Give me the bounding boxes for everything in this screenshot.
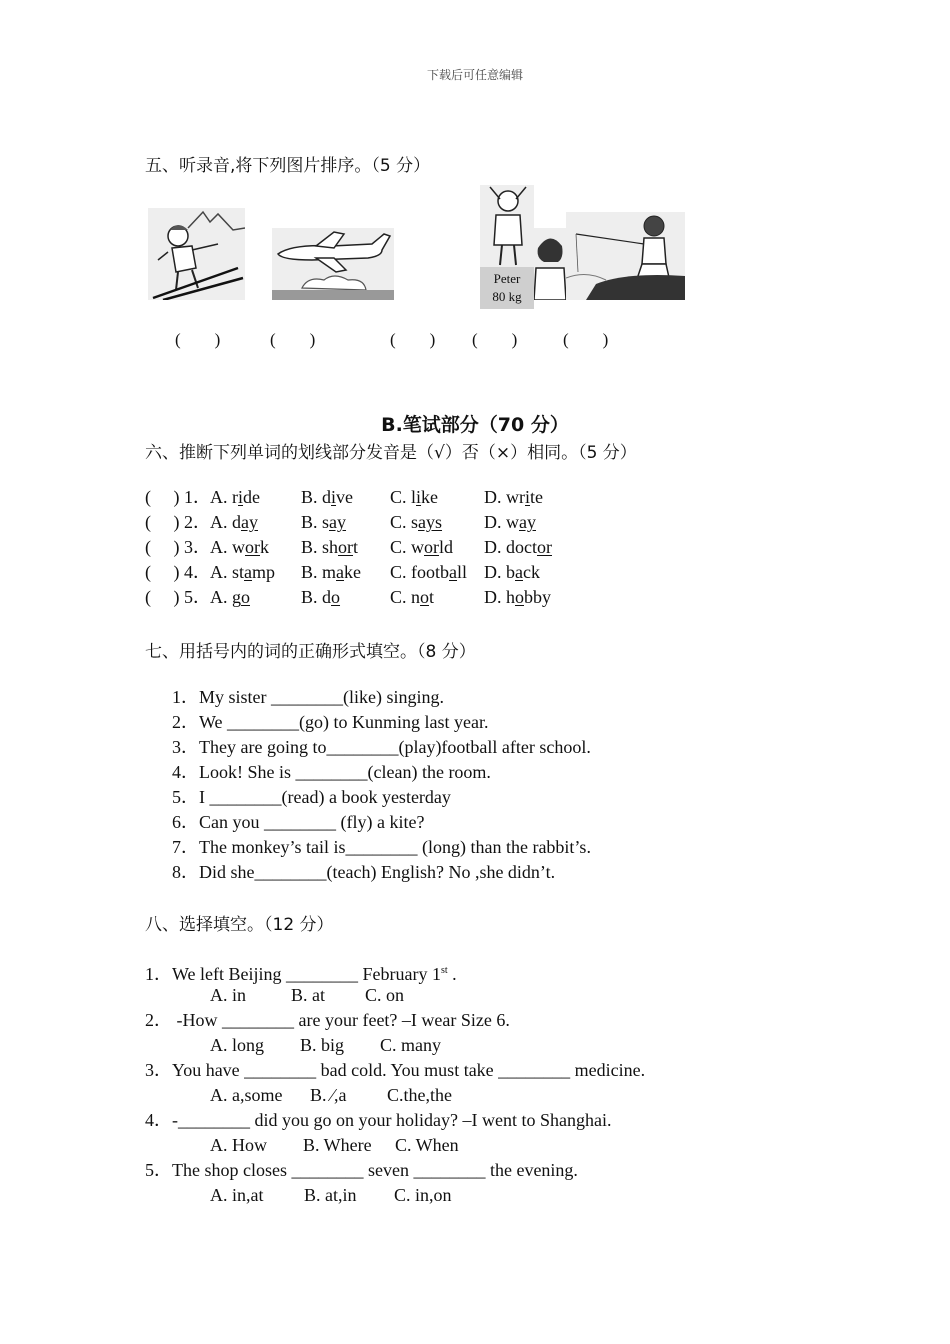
word-part: D. doct (484, 537, 537, 557)
q1-text: 1．We left Beijing ________ February 1 (145, 964, 441, 984)
row-prefix[interactable]: ( ) 3． (145, 537, 211, 557)
fill-in-item: 2．We ________(go) to Kunming last year. (172, 712, 489, 732)
word-part: B. d (301, 487, 332, 507)
q1-end: . (447, 964, 457, 984)
answer-paren-1[interactable]: ( ) (175, 330, 221, 349)
row-prefix[interactable]: ( ) 2． (145, 512, 211, 532)
word-part: A. g (210, 587, 241, 607)
underlined-letters: or (537, 537, 552, 557)
word-part: C. footb (390, 562, 450, 582)
word-part: A. w (210, 537, 245, 557)
section5-title: 五、听录音,将下列图片排序。（5 分） (145, 156, 431, 176)
word-option (390, 485, 438, 510)
word-part: C. n (390, 587, 421, 607)
word-part: k (260, 537, 269, 557)
underlined-letters: a (515, 562, 523, 582)
underlined-letters: ay (519, 512, 536, 532)
option[interactable]: C.the,the (387, 1085, 452, 1105)
option[interactable]: B. big (300, 1035, 345, 1055)
underlined-letters: o (241, 587, 250, 607)
option[interactable]: B. at (291, 985, 325, 1005)
airplane-picture (272, 228, 394, 300)
option[interactable]: A. How (210, 1135, 267, 1155)
option[interactable]: A. in,at (210, 1185, 264, 1205)
peter-picture (480, 185, 534, 309)
underlined-letters: a (336, 562, 345, 582)
word-part: ck (523, 562, 540, 582)
fill-in-item: 8．Did she________(teach) English? No ,she didn’t. (172, 862, 556, 882)
underlined-letters: i (525, 487, 531, 507)
word-part: B. sh (301, 537, 339, 557)
word-option (390, 560, 467, 585)
word-option (484, 510, 536, 535)
option[interactable]: C. many (380, 1035, 441, 1055)
underlined-letters: i (331, 487, 337, 507)
word-option (210, 585, 250, 610)
row-prefix[interactable]: ( ) 4． (145, 562, 211, 582)
word-part: D. w (484, 512, 519, 532)
word-part: C. s (390, 512, 419, 532)
fishing-picture (566, 212, 685, 300)
underlined-letters: a (449, 562, 458, 582)
option[interactable]: A. in (210, 985, 246, 1005)
word-part: B. s (301, 512, 330, 532)
underlined-letters: i (416, 487, 422, 507)
word-option (301, 535, 358, 560)
option[interactable]: B. Where (303, 1135, 372, 1155)
word-option (210, 560, 275, 585)
word-option (390, 535, 453, 560)
word-part: C. l (390, 487, 417, 507)
word-part: D. h (484, 587, 515, 607)
word-option (484, 560, 540, 585)
word-part: B. m (301, 562, 337, 582)
row-prefix[interactable]: ( ) 1． (145, 487, 211, 507)
word-part: A. st (210, 562, 245, 582)
word-option (301, 485, 353, 510)
word-part: A. r (210, 487, 238, 507)
skiing-picture (148, 208, 245, 300)
row-prefix[interactable]: ( ) 5． (145, 587, 211, 607)
peter-name: Peter (493, 271, 521, 286)
underlined-letters: or (424, 537, 440, 557)
option[interactable]: A. a,some (210, 1085, 283, 1105)
word-option (390, 510, 442, 535)
underlined-letters: a (244, 562, 253, 582)
word-part: mp (252, 562, 276, 582)
choice-question-3: 3．You have ________ bad cold. You must take ________ medicine. (145, 1060, 646, 1080)
word-part: ll (457, 562, 468, 582)
section7-title: 七、用括号内的词的正确形式填空。（8 分） (145, 642, 476, 662)
word-option (301, 585, 340, 610)
answer-paren-3[interactable]: ( ) (390, 330, 436, 349)
page-header: 下载后可任意编辑 (426, 68, 523, 82)
word-part: B. d (301, 587, 332, 607)
word-part: D. wr (484, 487, 525, 507)
word-part: ve (336, 487, 354, 507)
word-option (484, 585, 551, 610)
word-option (484, 535, 552, 560)
option[interactable]: C. in,on (394, 1185, 452, 1205)
peter-weight-label (480, 267, 534, 309)
word-part: te (530, 487, 544, 507)
answer-paren-4[interactable]: ( ) (472, 330, 518, 349)
underlined-letters: o (420, 587, 430, 607)
word-option (484, 485, 543, 510)
q1-sup: st (441, 965, 448, 976)
choice-question-4: 4．-________ did you go on your holiday? –I went to Shanghai. (145, 1110, 612, 1130)
option[interactable]: A. long (210, 1035, 264, 1055)
word-part: ke (344, 562, 362, 582)
choice-question-5: 5．The shop closes ________ seven ________ the evening. (145, 1160, 578, 1180)
boy-picture (534, 228, 566, 300)
word-part: C. w (390, 537, 425, 557)
word-part: ld (439, 537, 454, 557)
fill-in-item: 7．The monkey’s tail is________ (long) than the rabbit’s. (172, 837, 591, 857)
word-part: t (353, 537, 359, 557)
section-b-title: B.笔试部分（70 分） (381, 414, 569, 436)
underlined-letters: i (238, 487, 244, 507)
word-option (210, 510, 258, 535)
word-option (390, 585, 434, 610)
word-part: t (429, 587, 435, 607)
word-part: ke (421, 487, 439, 507)
fill-in-item: 3．They are going to________(play)football after school. (172, 737, 591, 757)
word-part: A. d (210, 512, 241, 532)
word-part: de (243, 487, 261, 507)
underlined-letters: ays (418, 512, 443, 532)
underlined-letters: ay (329, 512, 347, 532)
underlined-letters: or (338, 537, 354, 557)
underlined-letters: o (515, 587, 524, 607)
word-option (210, 535, 269, 560)
underlined-letters: ay (241, 512, 258, 532)
option[interactable]: B. ⁄,a (310, 1085, 347, 1105)
fill-in-item: 1．My sister ________(like) singing. (172, 687, 444, 707)
choice-question-2: 2． -How ________ are your feet? –I wear Size 6. (145, 1010, 510, 1030)
option[interactable]: C. When (395, 1135, 459, 1155)
word-option (301, 560, 361, 585)
peter-weight: 80 kg (492, 289, 522, 304)
option[interactable]: B. at,in (304, 1185, 357, 1205)
underlined-letters: or (245, 537, 260, 557)
answer-paren-5[interactable]: ( ) (563, 330, 609, 349)
section6-title: 六、推断下列单词的划线部分发音是（√）否（×）相同。（5 分） (145, 443, 637, 463)
word-part: bby (524, 587, 551, 607)
word-part: D. b (484, 562, 515, 582)
option[interactable]: C. on (365, 985, 405, 1005)
fill-in-item: 4．Look! She is ________(clean) the room. (172, 762, 491, 782)
underlined-letters: o (331, 587, 341, 607)
fill-in-item: 5．I ________(read) a book yesterday (172, 787, 451, 807)
fill-in-item: 6．Can you ________ (fly) a kite? (172, 812, 425, 832)
fill-in-list (172, 685, 591, 885)
answer-paren-2[interactable]: ( ) (270, 330, 316, 349)
word-option (301, 510, 346, 535)
section8-title: 八、选择填空。（12 分） (145, 915, 334, 935)
word-option (210, 485, 260, 510)
